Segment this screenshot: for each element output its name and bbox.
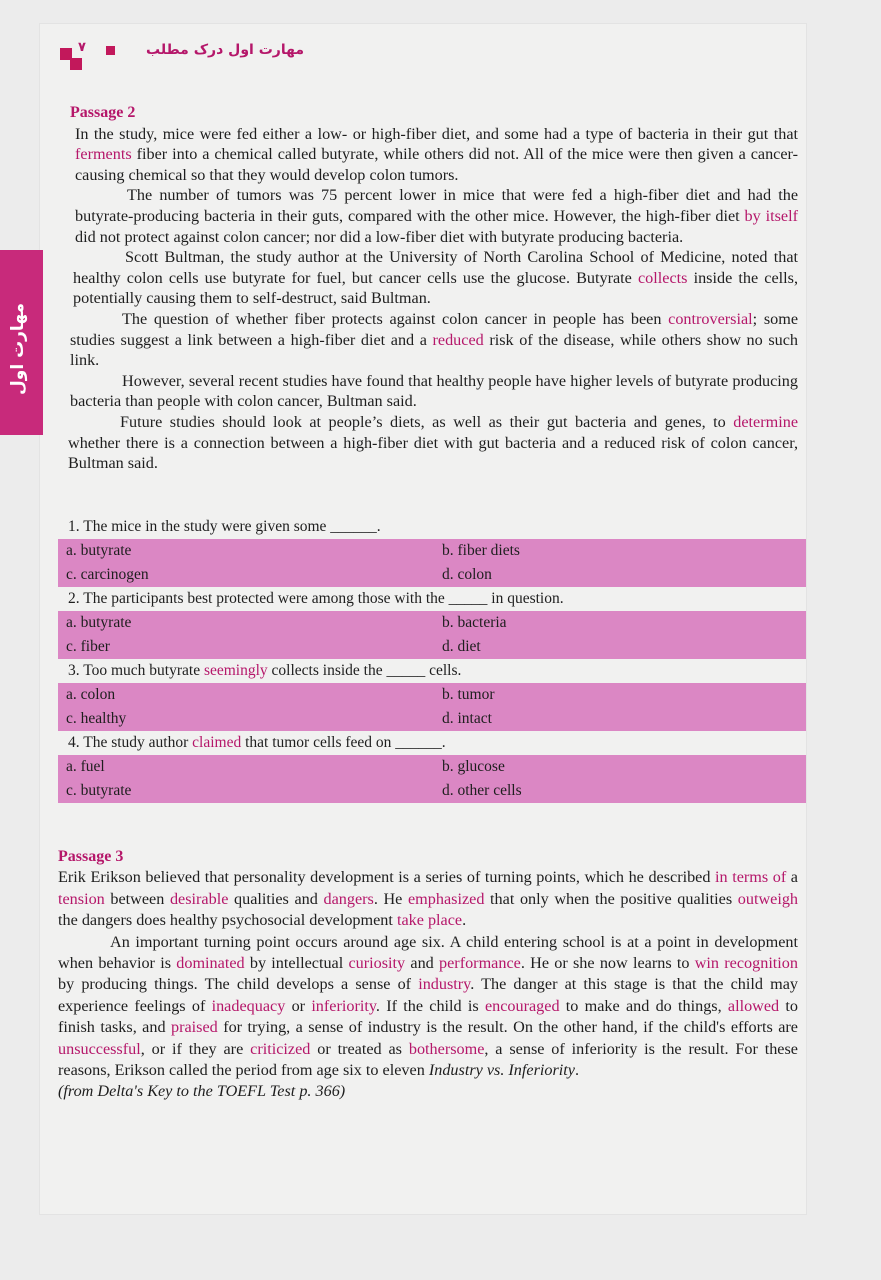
option-a[interactable]: a. fuel — [66, 758, 105, 775]
option-a[interactable]: a. butyrate — [66, 542, 132, 559]
question-options — [58, 611, 806, 659]
text: or — [285, 996, 312, 1015]
text: . — [574, 1061, 580, 1080]
option-b[interactable]: b. bacteria — [442, 614, 507, 631]
text: Future studies should look at people’s diets, as well as their gut bacteria and genes, to — [120, 412, 734, 431]
highlighted-word: inadequacy — [211, 996, 286, 1015]
passage-3 — [58, 846, 798, 1103]
text: to make and do things, — [559, 996, 728, 1015]
text: . He — [373, 889, 408, 908]
highlighted-word: bothersome — [408, 1039, 485, 1058]
option-d[interactable]: d. intact — [442, 710, 492, 727]
text: . If the child is — [375, 996, 485, 1015]
highlighted-word: determine — [733, 412, 798, 431]
text: The question of whether fiber protects against colon cancer in people has been — [122, 309, 669, 328]
option-b[interactable]: b. fiber diets — [442, 542, 520, 559]
highlighted-word: performance — [439, 954, 521, 973]
question-stem — [58, 731, 806, 755]
highlighted-word: tension — [58, 889, 105, 908]
option-a[interactable]: a. butyrate — [66, 614, 132, 631]
text: by intellectual — [244, 954, 349, 973]
passage-2-paragraph — [68, 412, 798, 474]
text: whether there is a connection between a high-fiber diet with gut bacteria and a reduced risk of colon cancer, Bultman said. — [68, 433, 798, 473]
highlighted-word: curiosity — [348, 954, 406, 973]
question-1 — [58, 515, 806, 587]
question-options — [58, 539, 806, 587]
highlighted-word: allowed — [727, 996, 780, 1015]
text: , or if they are — [140, 1039, 251, 1058]
text: fiber into a chemical called butyrate, while others did not. All of the mice were then given a cancer-causing chemical so that they would develop colon tumors. — [75, 145, 798, 184]
text: for trying, a sense of industry is the result. On the other hand, if the child's efforts are — [217, 1018, 798, 1037]
text: _____ in question. — [448, 590, 564, 607]
question-stem — [58, 515, 806, 539]
header-title: مهارت اول درک مطلب — [146, 42, 304, 58]
passage-2-paragraph — [73, 247, 798, 309]
option-c[interactable]: c. fiber — [66, 638, 110, 655]
option-d[interactable]: d. other cells — [442, 782, 522, 799]
option-c[interactable]: c. healthy — [66, 710, 127, 727]
highlighted-word: praised — [171, 1018, 218, 1037]
text: 3. Too much butyrate — [68, 662, 204, 679]
passage-3-paragraph — [58, 867, 798, 931]
passage-2-paragraph — [70, 309, 798, 371]
highlighted-word: collects — [638, 268, 688, 287]
passage-2-paragraph — [75, 124, 798, 186]
highlighted-word: criticized — [250, 1039, 311, 1058]
text: 2. The participants best protected were among those with the — [68, 590, 449, 607]
question-block — [58, 515, 806, 803]
passage-2 — [70, 103, 798, 474]
question-stem — [58, 587, 806, 611]
highlighted-word: emphasized — [408, 889, 485, 908]
question-4 — [58, 731, 806, 803]
text: qualities and — [228, 889, 324, 908]
highlighted-word: seemingly — [203, 662, 268, 679]
highlighted-word: win recognition — [694, 954, 798, 973]
text: a — [786, 868, 798, 887]
header-bullet-icon — [106, 46, 115, 55]
text: or treated as — [310, 1039, 409, 1058]
highlighted-word: claimed — [192, 734, 242, 751]
text: In the study, mice were fed either a low- or high-fiber diet, and some had a type of bacteria in their gut that — [75, 124, 798, 143]
text: collects inside the _____ cells. — [267, 662, 462, 679]
text: inside the cells, potentially causing them to self-destruct, said Bultman. — [73, 268, 799, 308]
text: . The danger at this stage is that the child may experience feelings of — [58, 975, 798, 1015]
question-options — [58, 683, 806, 731]
highlighted-word: dangers — [323, 889, 374, 908]
text: and — [405, 954, 440, 973]
text: . — [462, 911, 467, 930]
highlighted-word: dominated — [176, 954, 245, 973]
option-b[interactable]: b. tumor — [442, 686, 495, 703]
question-stem — [58, 659, 806, 683]
passage-2-title: Passage 2 — [70, 104, 136, 121]
passage-3-title: Passage 3 — [58, 848, 124, 865]
text: Scott Bultman, the study author at the University of North Carolina School of Medicine, noted that healthy colon cells use butyrate for fuel, but cancer cells use the glucose. Butyrate — [73, 248, 798, 287]
text: 4. The study author — [68, 734, 193, 751]
highlighted-word: by itself — [744, 206, 798, 225]
italic-title: Industry vs. Inferiority — [428, 1061, 575, 1080]
highlighted-word: desirable — [169, 889, 229, 908]
text: the dangers does healthy psychosocial development — [58, 911, 397, 930]
highlighted-word: unsuccessful — [58, 1039, 141, 1058]
text: between — [104, 889, 170, 908]
text: Erik Erikson believed that personality development is a series of turning points, which he described — [58, 868, 716, 887]
text: ______. — [330, 518, 381, 535]
question-3 — [58, 659, 806, 731]
option-b[interactable]: b. glucose — [442, 758, 505, 775]
text: did not protect against colon cancer; nor did a low-fiber diet with butyrate producing bacteria. — [75, 227, 684, 246]
highlighted-word: outweigh — [737, 889, 799, 908]
text: that only when the positive qualities — [484, 889, 738, 908]
option-c[interactable]: c. butyrate — [66, 782, 132, 799]
passage-2-paragraph: However, several recent studies have found that healthy people have higher levels of butyrate producing bacteria than people with colon cancer, Bultman said. — [70, 371, 798, 411]
source-citation: (from Delta's Key to the TOEFL Test p. 366) — [58, 1082, 346, 1101]
text: that tumor cells feed on ______. — [241, 734, 446, 751]
option-d[interactable]: d. colon — [442, 566, 492, 583]
highlighted-word: reduced — [432, 330, 484, 349]
highlighted-word: encouraged — [484, 996, 560, 1015]
passage-2-paragraph — [75, 185, 798, 247]
highlighted-word: ferments — [75, 145, 132, 164]
text: 1. The mice in the study were given some — [68, 518, 331, 535]
page-header — [58, 40, 358, 70]
highlighted-word: in terms of — [715, 868, 787, 887]
text: to finish tasks, and — [58, 996, 799, 1037]
option-c[interactable]: c. carcinogen — [66, 566, 149, 583]
text: , a sense of inferiority is the result. For these reasons, Erikson called the period from age six to eleven — [58, 1039, 798, 1080]
highlighted-word: industry — [418, 975, 471, 994]
passage-3-paragraph — [58, 932, 798, 1082]
question-2 — [58, 587, 806, 659]
highlighted-word: take place — [396, 911, 463, 930]
text: ; some studies suggest a link between a high-fiber diet and a — [70, 309, 798, 349]
option-d[interactable]: d. diet — [442, 638, 481, 655]
header-square-icon — [70, 58, 82, 70]
text: by producing things. The child develops a sense of — [58, 975, 419, 994]
text: The number of tumors was 75 percent lower in mice that were fed a high-fiber diet and had the butyrate-producing bacteria in their guts, compared with the other mice. However, the high-fiber diet — [75, 186, 798, 225]
page-number: ۷ — [78, 40, 86, 55]
question-options — [58, 755, 806, 803]
text: An important turning point occurs around age six. A child entering school is at a point in development when behavior is — [58, 932, 798, 973]
side-tab-label: مهارت اول — [8, 302, 28, 395]
option-a[interactable]: a. colon — [66, 686, 116, 703]
highlighted-word: controversial — [668, 309, 753, 328]
highlighted-word: inferiority — [311, 996, 376, 1015]
text: risk of the disease, while others show no such link. — [70, 330, 798, 370]
text: . He or she now learns to — [520, 954, 695, 973]
